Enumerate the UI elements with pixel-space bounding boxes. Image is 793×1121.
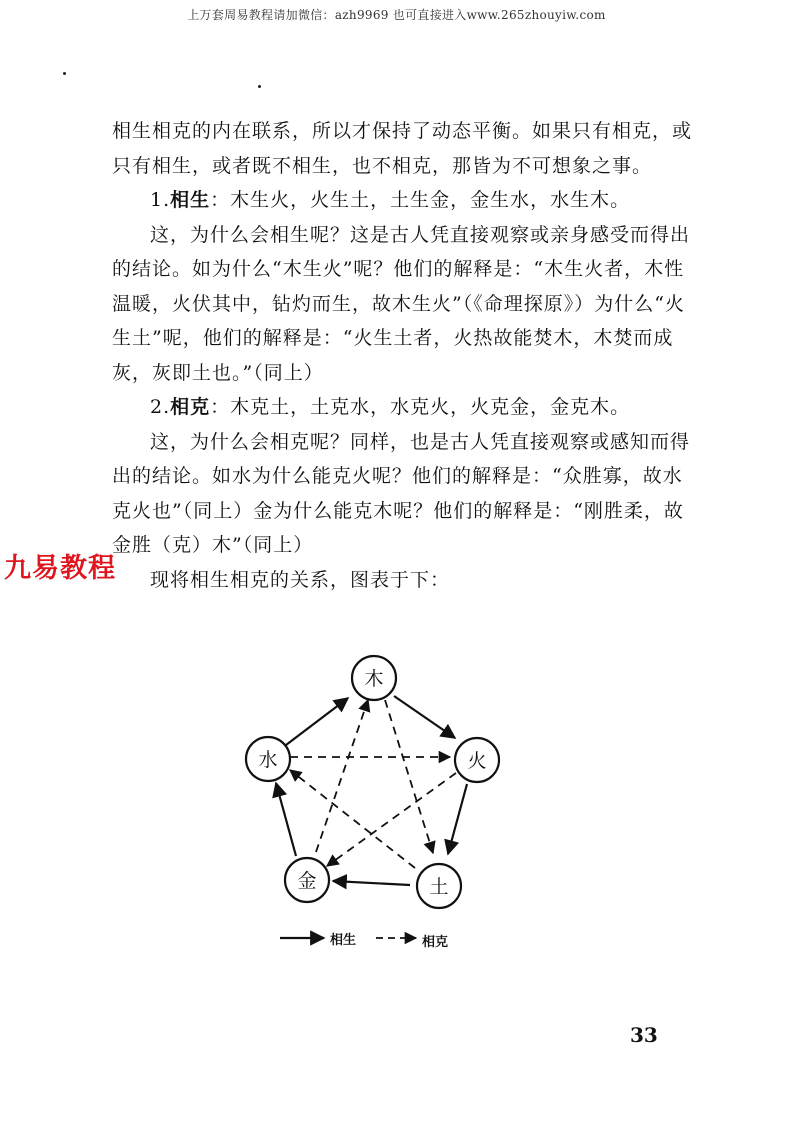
paragraph: 这，为什么会相生呢？这是古人凭直接观察或亲身感受而得出的结论。如为什么“木生火”呢？他们的解释是：“木生火者，木性温暖，火伏其中，钻灼而生，故木生火”（《命理探原》）为什么“火生土”呢，他们的解释是：“火生土者，火热故能焚木，木焚而成灰，灰即土也。”（同上） <box>112 223 691 384</box>
node-fire-label: 火 <box>467 750 487 772</box>
five-elements-diagram <box>230 648 510 958</box>
node-metal-label: 金 <box>297 870 317 892</box>
paragraph: 这，为什么会相克呢？同样，也是古人凭直接观察或感知而得出的结论。如水为什么能克火呢？他们的解释是：“众胜寡，故水克火也”（同上）金为什么能克木呢？他们的解释是：“刚胜柔，故金胜（克）木”（同上） <box>112 430 691 556</box>
overcome-arrow-wood-earth <box>385 700 433 853</box>
overcome-arrow-fire-metal <box>327 773 456 866</box>
section-text: ：木克土，土克水，水克火，火克金，金克木。 <box>210 396 631 418</box>
overcome-arrow-earth-water <box>290 770 415 868</box>
section-text: ：木生火，火生土，土生金，金生水，水生木。 <box>210 189 631 211</box>
generate-arrow-water-wood <box>286 698 348 745</box>
scan-speck <box>258 85 261 88</box>
generate-arrow-fire-earth <box>448 784 467 854</box>
diagram-legend <box>280 932 448 950</box>
scan-speck <box>63 72 66 75</box>
node-water-label: 水 <box>258 749 278 771</box>
node-wood-label: 木 <box>364 668 384 690</box>
paragraph: 现将相生相克的关系，图表于下： <box>150 568 451 591</box>
page-number: 33 <box>630 1023 658 1047</box>
generate-arrow-earth-metal <box>333 881 410 885</box>
page-header: 上万套周易教程请加微信：azh9969 也可直接进入www.265zhouyiw.com <box>187 8 606 22</box>
watermark-logo: 九易教程 <box>4 553 116 584</box>
generate-arrow-metal-water <box>276 783 296 856</box>
section-number: 2. <box>150 396 171 418</box>
section-title: 相克 <box>170 396 211 418</box>
body-text <box>112 114 692 597</box>
section-heading-overcome <box>112 390 692 425</box>
paragraph: 相生相克的内在联系，所以才保持了动态平衡。如果只有相克，或只有相生，或者既不相生，也不相克，那皆为不可想象之事。 <box>112 120 693 177</box>
legend-generate-label: 相生 <box>330 933 357 948</box>
section-number: 1. <box>150 189 171 211</box>
overcome-arrow-metal-wood <box>316 700 368 852</box>
generate-arrow-wood-fire <box>394 696 455 738</box>
node-earth-label: 土 <box>429 876 449 898</box>
section-title: 相生 <box>170 189 211 211</box>
section-heading-generate <box>112 183 692 218</box>
legend-overcome-label: 相克 <box>422 935 449 950</box>
